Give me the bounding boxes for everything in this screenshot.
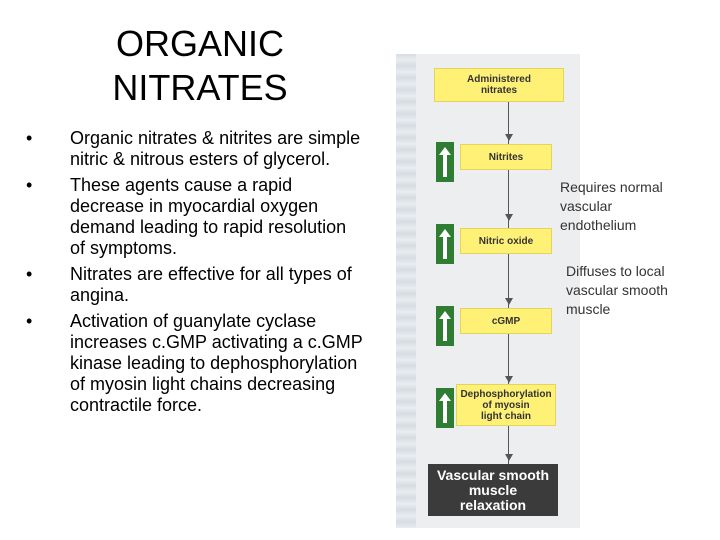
annotation-endothelium bbox=[560, 178, 663, 235]
bullet-item: • Organic nitrates & nitrites are simple nitric & nitrous esters of glycerol. bbox=[20, 128, 365, 170]
up-arrow-icon bbox=[436, 142, 454, 182]
annotation-line: endothelium bbox=[560, 217, 637, 233]
final-label: Vascular smooth bbox=[436, 466, 550, 483]
bullet-item: • Activation of guanylate cyclase increases c.GMP activating a c.GMP kinase leading to dephosphorylation of myosin light chains decreasing contractile force. bbox=[20, 311, 365, 416]
step-label: Dephosphorylation bbox=[460, 388, 552, 400]
annotation-line: Requires normal bbox=[560, 179, 663, 195]
step-label: Nitric oxide bbox=[478, 235, 534, 247]
bullet-list bbox=[20, 128, 365, 421]
step-cgmp bbox=[460, 308, 552, 334]
up-arrow-icon bbox=[436, 306, 454, 346]
step-label: light chain bbox=[481, 410, 531, 422]
down-arrow-icon bbox=[505, 214, 513, 221]
step-label: of myosin bbox=[482, 399, 530, 411]
up-arrow-icon bbox=[436, 388, 454, 428]
step-dephosphorylation bbox=[456, 384, 556, 426]
down-arrow-icon bbox=[505, 376, 513, 383]
final-outcome-box bbox=[428, 464, 558, 516]
bullet-item: • These agents cause a rapid decrease in myocardial oxygen demand leading to rapid resolution of symptoms. bbox=[20, 175, 365, 259]
step-nitric-oxide bbox=[460, 228, 552, 254]
step-label: cGMP bbox=[491, 315, 521, 327]
up-arrow-icon bbox=[436, 224, 454, 264]
annotation-line: vascular smooth bbox=[566, 282, 668, 298]
step-administered-nitrates bbox=[434, 68, 564, 102]
step-label: Administered bbox=[467, 74, 531, 85]
annotation-line: vascular bbox=[560, 198, 613, 214]
down-arrow-icon bbox=[505, 454, 513, 461]
final-label: relaxation bbox=[459, 496, 527, 513]
down-arrow-icon bbox=[505, 298, 513, 305]
bullet-item: • Nitrates are effective for all types of angina. bbox=[20, 264, 365, 306]
annotation-diffusion bbox=[566, 262, 668, 319]
title-line-1: ORGANIC bbox=[115, 23, 284, 64]
step-nitrites bbox=[460, 144, 552, 170]
page-title bbox=[60, 22, 340, 110]
annotation-line: Diffuses to local bbox=[566, 263, 665, 279]
title-line-2: NITRATES bbox=[112, 67, 288, 108]
final-label: muscle bbox=[468, 481, 518, 498]
step-label: Nitrites bbox=[488, 151, 524, 163]
step-label: nitrates bbox=[480, 85, 518, 96]
nitrate-pathway-diagram bbox=[396, 54, 580, 528]
down-arrow-icon bbox=[505, 134, 513, 141]
annotation-line: muscle bbox=[566, 301, 611, 317]
diagram-side-stripe bbox=[396, 54, 416, 528]
